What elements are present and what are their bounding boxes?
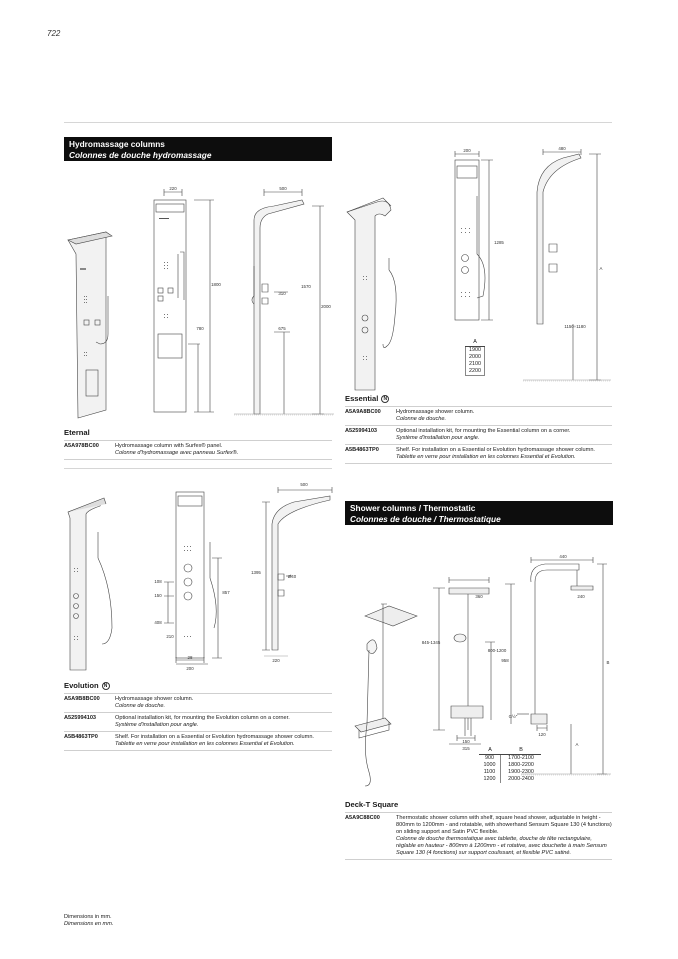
product-desc-fr: Colonne de douche. xyxy=(396,416,447,422)
product-code: A5A9A8BC00 xyxy=(345,409,381,415)
eternal-dim-depth: 500 xyxy=(279,186,287,191)
essential-dim-1150: 1150÷1180 xyxy=(564,324,586,329)
product-desc-fr: Colonne de douche thermostatique avec tablette, douche de tête rectangulaire, réglable en hauteur - 800mm à 1200mm - et rotative, avec douchette à main Sensum Square 130 (4 fonctions) sur support coulissant, et flexible PVC satiné. xyxy=(396,836,607,856)
table-row xyxy=(345,406,612,425)
evolution-dim-1395: 1395 xyxy=(251,570,261,575)
eternal-dim-width: 220 xyxy=(169,186,177,191)
deck-dim-958: 958 xyxy=(501,658,509,663)
essential-height-value: 2000 xyxy=(469,354,481,360)
deck-table-cell: 1800-2200 xyxy=(508,762,534,768)
evolution-dim-408: 408 xyxy=(154,620,162,625)
deck-dim-240: 240 xyxy=(577,594,585,599)
deck-table-cell: 1700-2100 xyxy=(508,755,534,761)
product-desc-fr: Tablette en verre pour installation en les colonnes Essential et Evolution. xyxy=(115,741,295,747)
product-desc-en: Hydromassage shower column. xyxy=(115,696,194,702)
eternal-title: Eternal xyxy=(64,428,90,437)
shower-banner xyxy=(345,501,613,525)
deck-table-header: B xyxy=(519,747,523,753)
product-desc-en: Hydromassage column with Surfex® panel. xyxy=(115,443,223,449)
product-desc-fr: Colonne de douche. xyxy=(115,703,166,709)
essential-height-header: A xyxy=(465,339,485,347)
new-badge-icon: N xyxy=(381,395,389,403)
product-desc-fr: Système d'installation pour angle. xyxy=(115,722,199,728)
product-desc-en: Shelf. For installation on a Essential or Evolution hydromassage shower column. xyxy=(115,734,314,740)
deck-title: Deck-T Square xyxy=(345,800,399,809)
product-code: A525994103 xyxy=(64,715,97,721)
eternal-dim-height: 1800 xyxy=(211,282,221,287)
evolution-dim-857: 857 xyxy=(222,590,230,595)
eternal-dim-2000: 2000 xyxy=(321,304,331,309)
evolution-title xyxy=(64,681,110,690)
table-row xyxy=(64,693,332,712)
evolution-dim-108: 108 xyxy=(154,579,162,584)
evolution-dim-depth: 500 xyxy=(300,482,308,487)
table-row xyxy=(479,755,541,762)
product-code: A5A978BC00 xyxy=(64,443,99,449)
essential-height-value: 2100 xyxy=(469,361,481,367)
evolution-dim-220: 220 xyxy=(272,658,280,663)
deck-table-cell: 1900-2300 xyxy=(508,769,534,775)
product-desc-en: Hydromassage shower column. xyxy=(396,409,475,415)
evolution-product-table xyxy=(64,693,332,751)
essential-height-table xyxy=(465,339,485,376)
product-code: A5A9C88C00 xyxy=(345,815,380,821)
shower-title-en: Shower columns / Thermostatic xyxy=(350,503,476,513)
evolution-technical-drawing xyxy=(64,478,336,674)
deck-dim-360: 360 xyxy=(475,594,483,599)
eternal-dim-675: 675 xyxy=(278,326,286,331)
deck-dim-800: 800-1200 xyxy=(487,648,507,653)
product-desc-en: Thermostatic shower column with shelf, square head shower, adjustable in height - 800mm to 1200mm - and rotatable, with showerhand Sensum Square 130 (4 functions) on sliding support and Satin PVC flexible. xyxy=(396,815,612,835)
footer-en: Dimensions in mm. xyxy=(64,914,112,920)
essential-product-table xyxy=(345,406,612,464)
deck-dim-845: 845-1345 xyxy=(421,640,441,645)
essential-title xyxy=(345,394,389,403)
table-row xyxy=(64,712,332,731)
deck-dim-315: 315 xyxy=(462,746,470,751)
table-row xyxy=(479,769,541,776)
essential-dim-width: 200 xyxy=(463,148,471,153)
deck-dim-g12: G½" xyxy=(508,714,518,719)
deck-table-cell: 1000 xyxy=(479,762,501,769)
product-desc-fr: Système d'installation pour angle. xyxy=(396,435,480,441)
product-desc-en: Shelf. For installation on a Essential or Evolution hydromassage shower column. xyxy=(396,447,595,453)
product-desc-fr: Colonne d'hydromassage avec panneau Surfex®. xyxy=(115,450,239,456)
deck-dim-a: A xyxy=(575,742,579,747)
evolution-title-text: Evolution xyxy=(64,681,99,690)
table-row xyxy=(345,425,612,444)
product-desc-fr: Tablette en verre pour installation en les colonnes Essential et Evolution. xyxy=(396,454,576,460)
evolution-dim-150: 150 xyxy=(154,593,162,598)
table-row xyxy=(345,812,612,860)
essential-height-value: 2200 xyxy=(469,368,481,374)
page-number: 722 xyxy=(47,29,61,38)
top-rule xyxy=(64,122,612,123)
essential-title-text: Essential xyxy=(345,394,379,403)
product-code: A5B4863TP0 xyxy=(64,734,98,740)
eternal-dim-310: 310 xyxy=(278,291,286,296)
table-row xyxy=(64,731,332,751)
product-code: A525994103 xyxy=(345,428,378,434)
new-badge-icon: N xyxy=(102,682,110,690)
essential-dim-a: A xyxy=(599,266,603,271)
deck-dim-150: 150 xyxy=(462,739,470,744)
deck-table-cell: 900 xyxy=(479,755,501,762)
table-row xyxy=(345,444,612,464)
product-code: A5B4863TP0 xyxy=(345,447,379,453)
evolution-dim-28: 28 xyxy=(187,655,193,660)
product-desc-en: Optional installation kit, for mounting the Evolution column on a corner. xyxy=(115,715,290,721)
evolution-dim-210: 210 xyxy=(166,634,174,639)
divider xyxy=(64,468,332,469)
hydromassage-title-fr: Colonnes de douche hydromassage xyxy=(69,150,212,160)
evolution-dim-200: 200 xyxy=(186,666,194,671)
eternal-product-table xyxy=(64,440,332,460)
hydromassage-banner xyxy=(64,137,332,161)
deck-dim-b: B xyxy=(606,660,610,665)
evolution-dim-o40: Ø40 xyxy=(287,574,297,579)
deck-table-cell: 1200 xyxy=(479,776,501,783)
eternal-dim-780: 780 xyxy=(196,326,204,331)
essential-height-value: 1900 xyxy=(469,347,481,353)
deck-dim-440: 440 xyxy=(559,554,567,559)
deck-table-cell: 1100 xyxy=(479,769,501,776)
deck-product-table xyxy=(345,812,612,860)
deck-dim-120: 120 xyxy=(538,732,546,737)
shower-title-fr: Colonnes de douche / Thermostatique xyxy=(350,514,501,524)
footer-note xyxy=(64,914,113,928)
deck-dimension-table xyxy=(479,747,541,783)
footer-fr: Dimensions en mm. xyxy=(64,921,114,927)
table-row xyxy=(479,776,541,783)
deck-table-header: A xyxy=(488,747,492,753)
essential-dim-1285: 1285 xyxy=(494,240,504,245)
table-row xyxy=(64,440,332,460)
eternal-technical-drawing xyxy=(64,184,340,420)
table-row xyxy=(479,762,541,769)
eternal-dim-1570: 1570 xyxy=(301,284,311,289)
product-desc-en: Optional installation kit, for mounting the Essential column on a corner. xyxy=(396,428,571,434)
hydromassage-title-en: Hydromassage columns xyxy=(69,139,165,149)
product-code: A5A9B8BC00 xyxy=(64,696,100,702)
essential-dim-depth: 480 xyxy=(558,146,566,151)
deck-table-cell: 2000-2400 xyxy=(508,776,534,782)
